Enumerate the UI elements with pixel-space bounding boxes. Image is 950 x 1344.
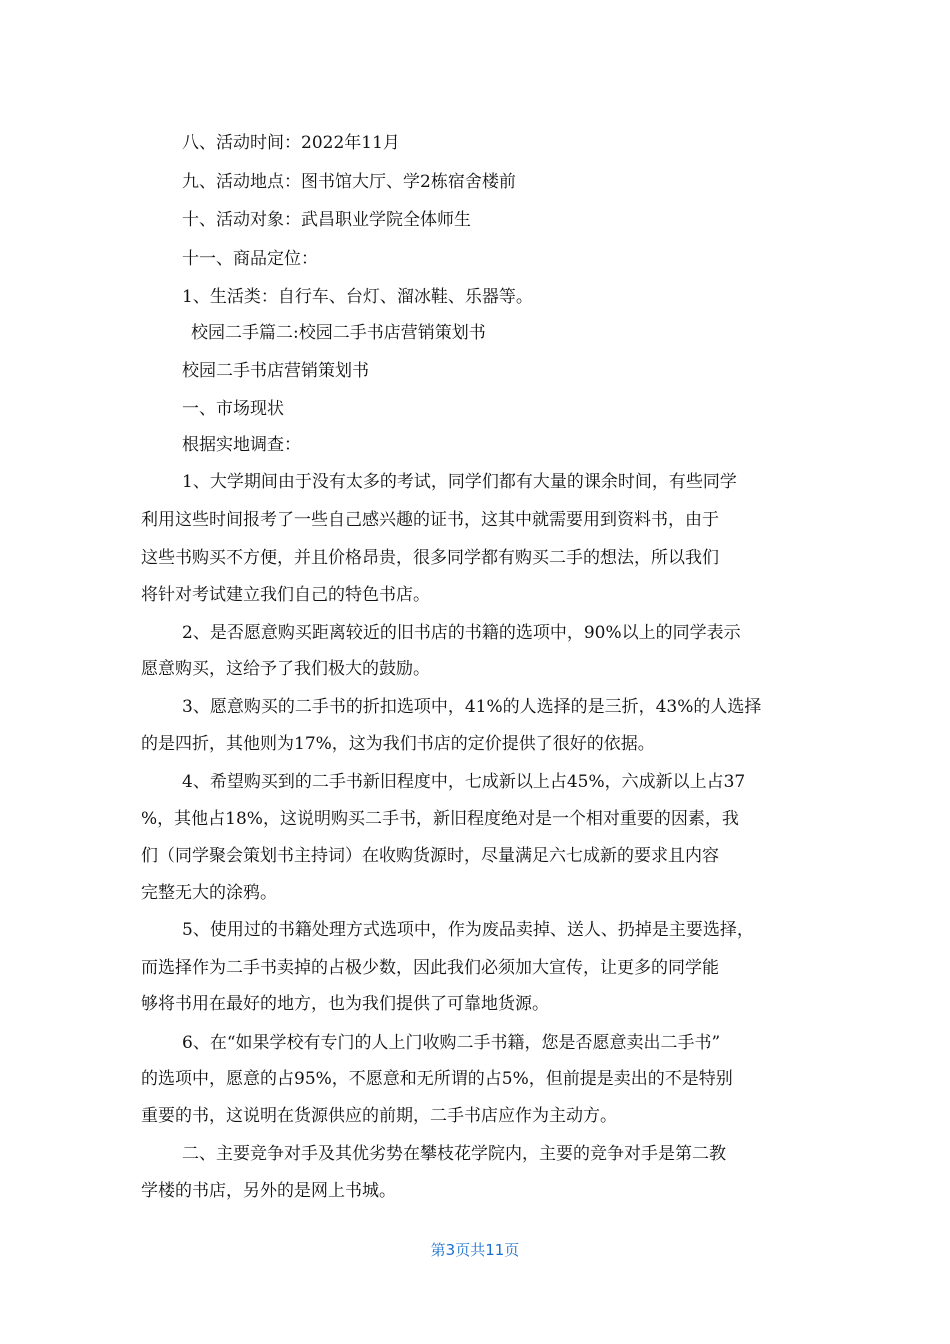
paragraph-line: 3、愿意购买的二手书的折扣选项中，41%的人选择的是三折，43%的人选择 [182, 697, 762, 717]
paragraph-line: 5、使用过的书籍处理方式选项中，作为废品卖掉、送人、扔掉是主要选择， [182, 920, 754, 940]
text-line: 九、活动地点：图书馆大厅、学2栋宿舍楼前 [182, 172, 516, 192]
paragraph-line: 2、是否愿意购买距离较近的旧书店的书籍的选项中，90%以上的同学表示 [182, 623, 741, 643]
paragraph-line: 4、希望购买到的二手书新旧程度中，七成新以上占45%，六成新以上占37 [182, 772, 746, 792]
page-number [0, 1240, 950, 1260]
paragraph-line: 1、大学期间由于没有太多的考试，同学们都有大量的课余时间，有些同学 [182, 472, 737, 492]
paragraph-line: 完整无大的涂鸦。 [141, 883, 277, 903]
text-line: 十、活动对象：武昌职业学院全体师生 [182, 210, 471, 230]
text-line: 八、活动时间：2022年11月 [182, 133, 400, 153]
paragraph-line: 够将书用在最好的地方，也为我们提供了可靠地货源。 [141, 994, 549, 1014]
paragraph-line: 将针对考试建立我们自己的特色书店。 [141, 585, 430, 605]
document-title: 校园二手书店营销策划书 [182, 361, 369, 381]
paragraph-line: 的是四折，其他则为17%，这为我们书店的定价提供了很好的依据。 [141, 734, 655, 754]
paragraph-line: 利用这些时间报考了一些自己感兴趣的证书，这其中就需要用到资料书，由于 [141, 510, 719, 530]
paragraph-line: 重要的书，这说明在货源供应的前期，二手书店应作为主动方。 [141, 1106, 617, 1126]
paragraph-line: 而选择作为二手书卖掉的占极少数，因此我们必须加大宣传，让更多的同学能 [141, 958, 719, 978]
paragraph-line: 6、在“如果学校有专门的人上门收购二手书籍，您是否愿意卖出二手书” [182, 1033, 721, 1053]
page-number-label: 第3页共11页 [430, 1241, 520, 1259]
paragraph-line: 愿意购买，这给予了我们极大的鼓励。 [141, 659, 430, 679]
paragraph-line: 二、主要竞争对手及其优劣势在攀枝花学院内，主要的竞争对手是第二教 [182, 1144, 726, 1164]
paragraph-line: %，其他占18%，这说明购买二手书，新旧程度绝对是一个相对重要的因素，我 [141, 809, 739, 829]
section-heading: 一、市场现状 [182, 399, 284, 419]
paragraph-line: 学楼的书店，另外的是网上书城。 [141, 1181, 396, 1201]
paragraph-line: 这些书购买不方便，并且价格昂贵，很多同学都有购买二手的想法，所以我们 [141, 548, 719, 568]
text-line: 十一、商品定位： [182, 249, 318, 269]
paragraph-line: 们（同学聚会策划书主持词）在收购货源时，尽量满足六七成新的要求且内容 [141, 846, 719, 866]
text-line: 1、生活类：自行车、台灯、溜冰鞋、乐器等。 [182, 287, 533, 307]
section-heading: 校园二手篇二:校园二手书店营销策划书 [191, 323, 486, 343]
paragraph-line: 的选项中，愿意的占95%，不愿意和无所谓的占5%，但前提是卖出的不是特别 [141, 1069, 733, 1089]
text-line: 根据实地调查： [182, 435, 301, 455]
